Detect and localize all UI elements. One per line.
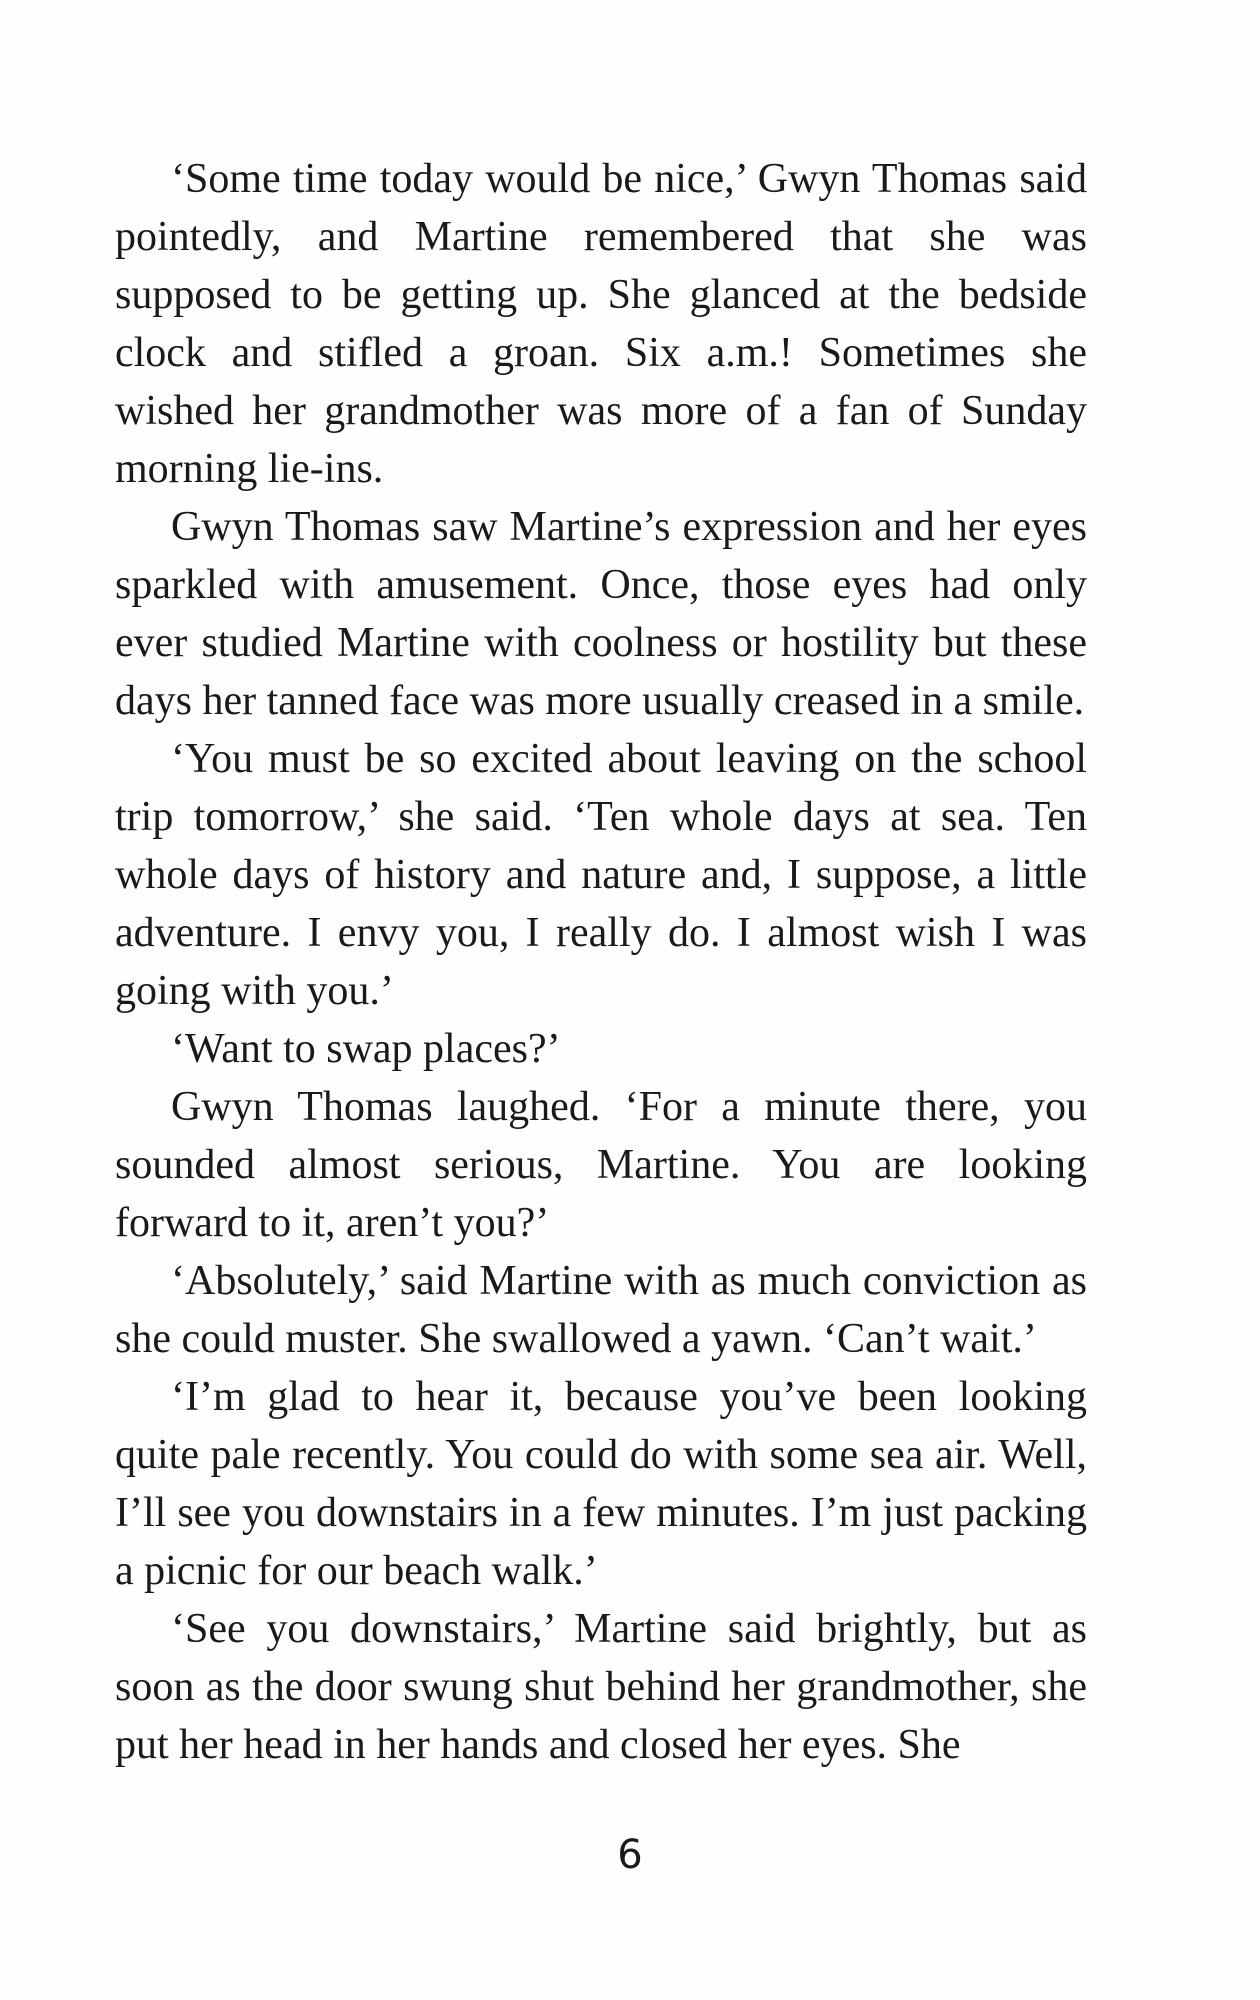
paragraph-2: Gwyn Thomas saw Martine’s expression and her eyes sparkled with amusement. Once, those eyes had only ever studied Martine with coolness or hostility but these days her tanned face was more usually creased in a smile. bbox=[115, 504, 1087, 724]
paragraph-8: ‘See you downstairs,’ Martine said brightly, but as soon as the door swung shut behind her grandmother, she put her head in her hands and closed her eyes. She bbox=[115, 1606, 1087, 1768]
paragraph-5: Gwyn Thomas laughed. ‘For a minute there, you sounded almost serious, Martine. You are looking forward to it, aren’t you?’ bbox=[115, 1084, 1087, 1246]
page-number: 6 bbox=[617, 1832, 643, 1878]
paragraph-7: ‘I’m glad to hear it, because you’ve been looking quite pale recently. You could do with some sea air. Well, I’ll see you downstairs in a few minutes. I’m just packing a picnic for our beach walk.’ bbox=[115, 1374, 1087, 1594]
paragraph-1: ‘Some time today would be nice,’ Gwyn Thomas said pointedly, and Martine remembered that she was supposed to be getting up. She glanced at the bedside clock and stifled a groan. Six a.m.! Sometimes she wished her grandmother was more of a fan of Sunday morning lie-ins. bbox=[115, 156, 1087, 492]
paragraph-4: ‘Want to swap places?’ bbox=[171, 1026, 561, 1072]
paragraph-3: ‘You must be so excited about leaving on the school trip tomorrow,’ she said. ‘Ten whole days at sea. Ten whole days of history and nature and, I suppose, a little adventure. I envy you, I really do. I almost wish I was going with you.’ bbox=[115, 736, 1087, 1014]
paragraph-6: ‘Absolutely,’ said Martine with as much conviction as she could muster. She swallowed a yawn. ‘Can’t wait.’ bbox=[115, 1258, 1087, 1362]
body-text bbox=[115, 150, 1087, 1774]
